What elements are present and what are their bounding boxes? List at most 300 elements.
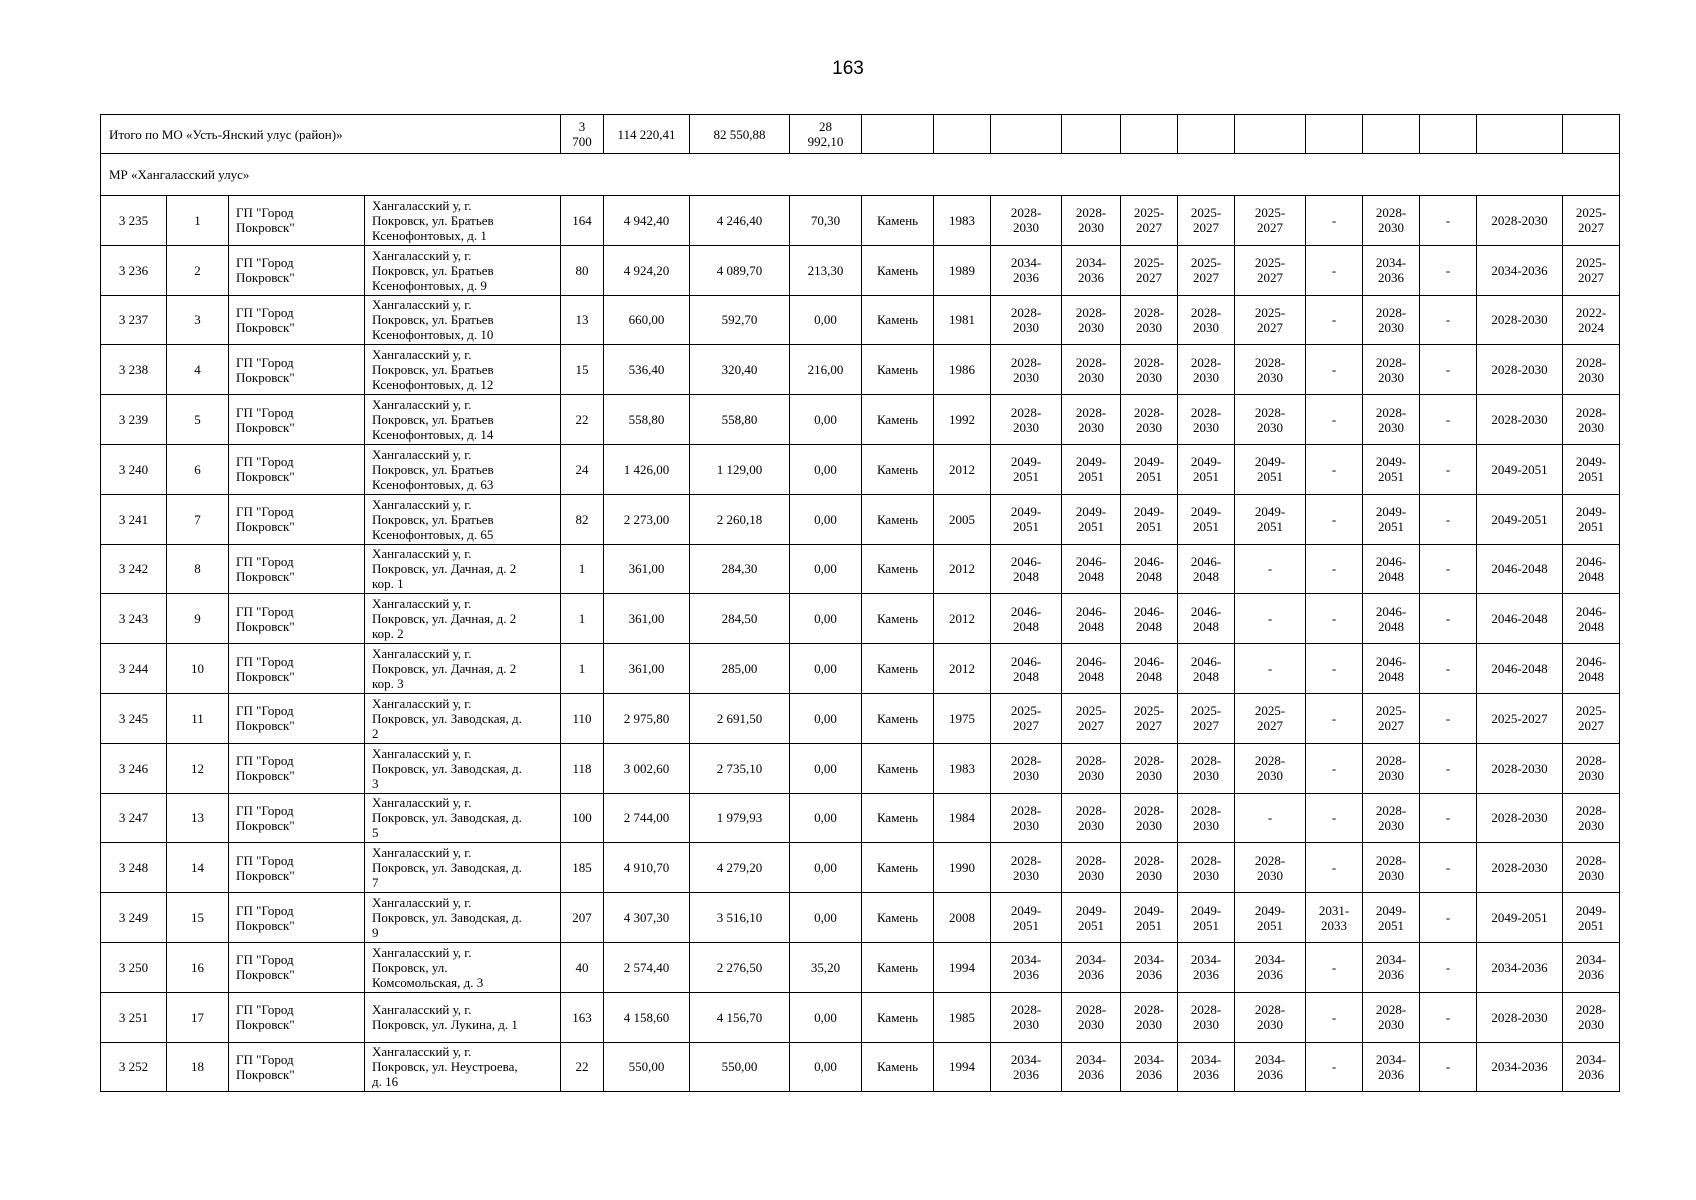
cell-term-6: - xyxy=(1306,345,1363,395)
cell-address: Хангаласский у, г. Покровск, ул. Братьев Ксенофонтовых, д. 12 xyxy=(365,345,561,395)
table-row xyxy=(101,295,1620,345)
cell-term-3: 2049- 2051 xyxy=(1121,494,1178,544)
cell-nonresidential-area: 0,00 xyxy=(790,544,862,594)
cell-term-10: 2025- 2027 xyxy=(1563,245,1620,295)
cell-address: Хангаласский у, г. Покровск, ул. Братьев Ксенофонтовых, д. 10 xyxy=(365,295,561,345)
cell-nonresidential-area: 0,00 xyxy=(790,395,862,445)
cell-term-6: - xyxy=(1306,444,1363,494)
cell-apartments: 13 xyxy=(561,295,604,345)
cell-term-9: 2028-2030 xyxy=(1477,992,1563,1042)
cell-apartments: 82 xyxy=(561,494,604,544)
cell-term-2: 2028- 2030 xyxy=(1062,395,1121,445)
cell-living-area: 4 246,40 xyxy=(690,196,790,246)
cell-row-index: 11 xyxy=(167,693,229,743)
cell-year-built: 1990 xyxy=(934,843,991,893)
cell-term-7: 2028- 2030 xyxy=(1363,992,1420,1042)
cell-term-10: 2049- 2051 xyxy=(1563,444,1620,494)
cell-wall-material: Камень xyxy=(862,295,934,345)
cell-nonresidential-area: 0,00 xyxy=(790,1042,862,1092)
cell-term-8: - xyxy=(1420,992,1477,1042)
cell-wall-material: Камень xyxy=(862,942,934,992)
cell-term-4: 2049- 2051 xyxy=(1178,893,1235,943)
cell-settlement: ГП "Город Покровск" xyxy=(229,693,365,743)
cell-term-5: 2028- 2030 xyxy=(1235,992,1306,1042)
cell-term-4: 2025- 2027 xyxy=(1178,693,1235,743)
cell-term-10: 2022- 2024 xyxy=(1563,295,1620,345)
cell-term-8: - xyxy=(1420,843,1477,893)
cell-living-area: 320,40 xyxy=(690,345,790,395)
cell-year-built: 1983 xyxy=(934,743,991,793)
table-row xyxy=(101,494,1620,544)
cell-settlement: ГП "Город Покровск" xyxy=(229,245,365,295)
cell-living-area: 2 735,10 xyxy=(690,743,790,793)
cell-term-8: - xyxy=(1420,544,1477,594)
total-label: Итого по МО «Усть-Янский улус (район)» xyxy=(101,115,561,154)
cell-term-9: 2049-2051 xyxy=(1477,893,1563,943)
cell-term-7: 2028- 2030 xyxy=(1363,743,1420,793)
cell-term-7: 2046- 2048 xyxy=(1363,594,1420,644)
cell-term-8: - xyxy=(1420,793,1477,843)
cell-term-9: 2028-2030 xyxy=(1477,793,1563,843)
cell-term-5: 2049- 2051 xyxy=(1235,444,1306,494)
cell-settlement: ГП "Город Покровск" xyxy=(229,1042,365,1092)
cell-settlement: ГП "Город Покровск" xyxy=(229,843,365,893)
cell-apartments: 24 xyxy=(561,444,604,494)
cell-term-10: 2046- 2048 xyxy=(1563,644,1620,694)
cell-term-6: - xyxy=(1306,395,1363,445)
cell-address: Хангаласский у, г. Покровск, ул. Братьев Ксенофонтовых, д. 1 xyxy=(365,196,561,246)
table-row xyxy=(101,743,1620,793)
cell-address: Хангаласский у, г. Покровск, ул. Комсомольская, д. 3 xyxy=(365,942,561,992)
cell-living-area: 285,00 xyxy=(690,644,790,694)
cell-term-3: 2046- 2048 xyxy=(1121,594,1178,644)
cell-term-5: - xyxy=(1235,544,1306,594)
cell-term-1: 2028- 2030 xyxy=(991,743,1062,793)
cell-term-8: - xyxy=(1420,444,1477,494)
cell-term-10: 2049- 2051 xyxy=(1563,893,1620,943)
cell-term-7: 2028- 2030 xyxy=(1363,345,1420,395)
cell-row-index: 7 xyxy=(167,494,229,544)
cell-wall-material: Камень xyxy=(862,494,934,544)
cell-address: Хангаласский у, г. Покровск, ул. Братьев Ксенофонтовых, д. 14 xyxy=(365,395,561,445)
cell-row-index: 4 xyxy=(167,345,229,395)
cell-living-area: 3 516,10 xyxy=(690,893,790,943)
cell-wall-material: Камень xyxy=(862,345,934,395)
cell-apartments: 1 xyxy=(561,544,604,594)
cell-term-6: - xyxy=(1306,992,1363,1042)
cell-term-1: 2034- 2036 xyxy=(991,1042,1062,1092)
cell-nonresidential-area: 35,20 xyxy=(790,942,862,992)
cell-total-area: 1 426,00 xyxy=(604,444,690,494)
cell-year-built: 2005 xyxy=(934,494,991,544)
cell-term-9: 2028-2030 xyxy=(1477,743,1563,793)
cell-term-1: 2046- 2048 xyxy=(991,594,1062,644)
cell-term-1: 2028- 2030 xyxy=(991,345,1062,395)
cell-record-number: 3 250 xyxy=(101,942,167,992)
cell-row-index: 8 xyxy=(167,544,229,594)
cell-term-7: 2034- 2036 xyxy=(1363,942,1420,992)
cell-term-1: 2046- 2048 xyxy=(991,644,1062,694)
cell-term-10: 2034- 2036 xyxy=(1563,1042,1620,1092)
cell-wall-material: Камень xyxy=(862,395,934,445)
cell-nonresidential-area: 0,00 xyxy=(790,743,862,793)
cell-nonresidential-area: 0,00 xyxy=(790,843,862,893)
cell-term-8: - xyxy=(1420,395,1477,445)
cell-term-6: - xyxy=(1306,743,1363,793)
cell-term-4: 2028- 2030 xyxy=(1178,793,1235,843)
cell-term-3: 2025- 2027 xyxy=(1121,693,1178,743)
cell-settlement: ГП "Город Покровск" xyxy=(229,196,365,246)
cell-nonresidential-area: 0,00 xyxy=(790,444,862,494)
cell-record-number: 3 252 xyxy=(101,1042,167,1092)
total-empty-cell xyxy=(991,115,1062,154)
cell-term-3: 2028- 2030 xyxy=(1121,295,1178,345)
cell-living-area: 2 276,50 xyxy=(690,942,790,992)
cell-term-5: 2025- 2027 xyxy=(1235,196,1306,246)
cell-term-2: 2034- 2036 xyxy=(1062,1042,1121,1092)
cell-term-4: 2046- 2048 xyxy=(1178,594,1235,644)
cell-wall-material: Камень xyxy=(862,1042,934,1092)
cell-term-3: 2046- 2048 xyxy=(1121,644,1178,694)
cell-term-3: 2034- 2036 xyxy=(1121,942,1178,992)
cell-term-8: - xyxy=(1420,693,1477,743)
cell-address: Хангаласский у, г. Покровск, ул. Братьев Ксенофонтовых, д. 65 xyxy=(365,494,561,544)
cell-term-1: 2049- 2051 xyxy=(991,444,1062,494)
table-row xyxy=(101,1042,1620,1092)
cell-nonresidential-area: 0,00 xyxy=(790,644,862,694)
cell-term-1: 2046- 2048 xyxy=(991,544,1062,594)
cell-term-4: 2034- 2036 xyxy=(1178,942,1235,992)
cell-year-built: 1994 xyxy=(934,942,991,992)
cell-term-7: 2046- 2048 xyxy=(1363,644,1420,694)
cell-term-5: 2034- 2036 xyxy=(1235,942,1306,992)
cell-year-built: 1985 xyxy=(934,992,991,1042)
total-empty-cell xyxy=(1563,115,1620,154)
cell-term-1: 2028- 2030 xyxy=(991,395,1062,445)
cell-term-5: 2049- 2051 xyxy=(1235,893,1306,943)
cell-term-8: - xyxy=(1420,594,1477,644)
total-col-6: 114 220,41 xyxy=(604,115,690,154)
cell-nonresidential-area: 0,00 xyxy=(790,594,862,644)
total-empty-cell xyxy=(1062,115,1121,154)
cell-address: Хангаласский у, г. Покровск, ул. Заводская, д. 3 xyxy=(365,743,561,793)
cell-living-area: 558,80 xyxy=(690,395,790,445)
section-label: МР «Хангаласский улус» xyxy=(101,154,1620,196)
cell-settlement: ГП "Город Покровск" xyxy=(229,544,365,594)
cell-term-10: 2049- 2051 xyxy=(1563,494,1620,544)
cell-apartments: 15 xyxy=(561,345,604,395)
cell-settlement: ГП "Город Покровск" xyxy=(229,444,365,494)
cell-term-6: - xyxy=(1306,594,1363,644)
cell-term-3: 2049- 2051 xyxy=(1121,444,1178,494)
cell-term-8: - xyxy=(1420,644,1477,694)
cell-record-number: 3 249 xyxy=(101,893,167,943)
cell-term-7: 2028- 2030 xyxy=(1363,196,1420,246)
cell-wall-material: Камень xyxy=(862,444,934,494)
cell-wall-material: Камень xyxy=(862,992,934,1042)
cell-record-number: 3 242 xyxy=(101,544,167,594)
cell-wall-material: Камень xyxy=(862,196,934,246)
cell-settlement: ГП "Город Покровск" xyxy=(229,345,365,395)
cell-term-8: - xyxy=(1420,245,1477,295)
cell-term-3: 2028- 2030 xyxy=(1121,992,1178,1042)
cell-term-4: 2028- 2030 xyxy=(1178,395,1235,445)
cell-term-6: - xyxy=(1306,494,1363,544)
cell-term-5: 2028- 2030 xyxy=(1235,743,1306,793)
cell-total-area: 2 273,00 xyxy=(604,494,690,544)
cell-record-number: 3 237 xyxy=(101,295,167,345)
cell-row-index: 15 xyxy=(167,893,229,943)
cell-term-3: 2034- 2036 xyxy=(1121,1042,1178,1092)
cell-total-area: 4 307,30 xyxy=(604,893,690,943)
cell-term-3: 2025- 2027 xyxy=(1121,196,1178,246)
cell-term-5: - xyxy=(1235,594,1306,644)
cell-settlement: ГП "Город Покровск" xyxy=(229,743,365,793)
cell-term-7: 2049- 2051 xyxy=(1363,444,1420,494)
table-row xyxy=(101,893,1620,943)
cell-apartments: 40 xyxy=(561,942,604,992)
cell-wall-material: Камень xyxy=(862,693,934,743)
table-row xyxy=(101,196,1620,246)
total-empty-cell xyxy=(1420,115,1477,154)
cell-term-2: 2028- 2030 xyxy=(1062,743,1121,793)
cell-term-1: 2028- 2030 xyxy=(991,196,1062,246)
cell-row-index: 10 xyxy=(167,644,229,694)
cell-address: Хангаласский у, г. Покровск, ул. Заводская, д. 5 xyxy=(365,793,561,843)
table-row xyxy=(101,395,1620,445)
cell-settlement: ГП "Город Покровск" xyxy=(229,793,365,843)
cell-wall-material: Камень xyxy=(862,743,934,793)
cell-row-index: 3 xyxy=(167,295,229,345)
cell-apartments: 1 xyxy=(561,594,604,644)
cell-term-1: 2025- 2027 xyxy=(991,693,1062,743)
cell-record-number: 3 243 xyxy=(101,594,167,644)
cell-record-number: 3 246 xyxy=(101,743,167,793)
cell-wall-material: Камень xyxy=(862,644,934,694)
cell-living-area: 1 129,00 xyxy=(690,444,790,494)
total-row xyxy=(101,115,1620,154)
cell-term-10: 2028- 2030 xyxy=(1563,992,1620,1042)
cell-nonresidential-area: 70,30 xyxy=(790,196,862,246)
cell-row-index: 18 xyxy=(167,1042,229,1092)
cell-total-area: 3 002,60 xyxy=(604,743,690,793)
cell-year-built: 1992 xyxy=(934,395,991,445)
cell-term-10: 2025- 2027 xyxy=(1563,693,1620,743)
cell-term-2: 2049- 2051 xyxy=(1062,893,1121,943)
cell-row-index: 6 xyxy=(167,444,229,494)
cell-apartments: 164 xyxy=(561,196,604,246)
cell-term-6: - xyxy=(1306,196,1363,246)
cell-term-9: 2034-2036 xyxy=(1477,1042,1563,1092)
cell-year-built: 2012 xyxy=(934,644,991,694)
cell-term-4: 2049- 2051 xyxy=(1178,444,1235,494)
cell-total-area: 361,00 xyxy=(604,644,690,694)
table-row xyxy=(101,245,1620,295)
cell-term-1: 2049- 2051 xyxy=(991,893,1062,943)
cell-record-number: 3 251 xyxy=(101,992,167,1042)
cell-record-number: 3 247 xyxy=(101,793,167,843)
cell-term-9: 2028-2030 xyxy=(1477,345,1563,395)
cell-settlement: ГП "Город Покровск" xyxy=(229,942,365,992)
cell-apartments: 1 xyxy=(561,644,604,694)
cell-row-index: 17 xyxy=(167,992,229,1042)
cell-record-number: 3 235 xyxy=(101,196,167,246)
table-row xyxy=(101,693,1620,743)
cell-total-area: 4 924,20 xyxy=(604,245,690,295)
cell-nonresidential-area: 216,00 xyxy=(790,345,862,395)
cell-apartments: 185 xyxy=(561,843,604,893)
cell-term-10: 2028- 2030 xyxy=(1563,345,1620,395)
total-col-8: 28 992,10 xyxy=(790,115,862,154)
total-col-7: 82 550,88 xyxy=(690,115,790,154)
cell-living-area: 4 279,20 xyxy=(690,843,790,893)
cell-term-7: 2049- 2051 xyxy=(1363,494,1420,544)
cell-total-area: 4 158,60 xyxy=(604,992,690,1042)
cell-nonresidential-area: 0,00 xyxy=(790,295,862,345)
cell-row-index: 9 xyxy=(167,594,229,644)
cell-apartments: 110 xyxy=(561,693,604,743)
cell-record-number: 3 239 xyxy=(101,395,167,445)
cell-settlement: ГП "Город Покровск" xyxy=(229,395,365,445)
table-row xyxy=(101,644,1620,694)
cell-term-10: 2046- 2048 xyxy=(1563,544,1620,594)
cell-term-1: 2049- 2051 xyxy=(991,494,1062,544)
cell-record-number: 3 238 xyxy=(101,345,167,395)
cell-address: Хангаласский у, г. Покровск, ул. Дачная, д. 2 кор. 3 xyxy=(365,644,561,694)
cell-term-2: 2049- 2051 xyxy=(1062,444,1121,494)
cell-term-4: 2046- 2048 xyxy=(1178,544,1235,594)
cell-term-3: 2028- 2030 xyxy=(1121,843,1178,893)
cell-term-4: 2046- 2048 xyxy=(1178,644,1235,694)
total-empty-cell xyxy=(1363,115,1420,154)
cell-total-area: 2 574,40 xyxy=(604,942,690,992)
cell-term-4: 2028- 2030 xyxy=(1178,743,1235,793)
cell-record-number: 3 241 xyxy=(101,494,167,544)
cell-term-9: 2028-2030 xyxy=(1477,395,1563,445)
cell-apartments: 22 xyxy=(561,1042,604,1092)
cell-living-area: 592,70 xyxy=(690,295,790,345)
cell-total-area: 4 942,40 xyxy=(604,196,690,246)
cell-term-3: 2028- 2030 xyxy=(1121,793,1178,843)
table-row xyxy=(101,843,1620,893)
cell-term-5: 2028- 2030 xyxy=(1235,843,1306,893)
cell-term-3: 2025- 2027 xyxy=(1121,245,1178,295)
cell-term-5: 2025- 2027 xyxy=(1235,295,1306,345)
cell-term-10: 2028- 2030 xyxy=(1563,395,1620,445)
cell-term-5: - xyxy=(1235,644,1306,694)
cell-year-built: 2012 xyxy=(934,544,991,594)
cell-term-7: 2046- 2048 xyxy=(1363,544,1420,594)
cell-term-5: 2049- 2051 xyxy=(1235,494,1306,544)
total-empty-cell xyxy=(1306,115,1363,154)
cell-term-10: 2046- 2048 xyxy=(1563,594,1620,644)
cell-term-6: - xyxy=(1306,544,1363,594)
cell-term-4: 2028- 2030 xyxy=(1178,345,1235,395)
cell-term-6: - xyxy=(1306,644,1363,694)
cell-total-area: 660,00 xyxy=(604,295,690,345)
cell-term-6: - xyxy=(1306,693,1363,743)
cell-term-9: 2028-2030 xyxy=(1477,843,1563,893)
table-row xyxy=(101,544,1620,594)
cell-term-10: 2028- 2030 xyxy=(1563,793,1620,843)
cell-term-9: 2028-2030 xyxy=(1477,196,1563,246)
cell-term-1: 2034- 2036 xyxy=(991,245,1062,295)
cell-nonresidential-area: 213,30 xyxy=(790,245,862,295)
cell-year-built: 1994 xyxy=(934,1042,991,1092)
cell-apartments: 22 xyxy=(561,395,604,445)
cell-term-8: - xyxy=(1420,1042,1477,1092)
cell-year-built: 2012 xyxy=(934,594,991,644)
cell-term-7: 2028- 2030 xyxy=(1363,295,1420,345)
total-empty-cell xyxy=(1178,115,1235,154)
cell-term-2: 2046- 2048 xyxy=(1062,644,1121,694)
cell-total-area: 558,80 xyxy=(604,395,690,445)
cell-record-number: 3 240 xyxy=(101,444,167,494)
cell-term-3: 2049- 2051 xyxy=(1121,893,1178,943)
cell-record-number: 3 236 xyxy=(101,245,167,295)
cell-wall-material: Камень xyxy=(862,793,934,843)
total-empty-cell xyxy=(1477,115,1563,154)
cell-row-index: 13 xyxy=(167,793,229,843)
cell-term-10: 2028- 2030 xyxy=(1563,843,1620,893)
cell-term-9: 2046-2048 xyxy=(1477,644,1563,694)
cell-term-10: 2034- 2036 xyxy=(1563,942,1620,992)
cell-term-5: 2028- 2030 xyxy=(1235,395,1306,445)
cell-term-1: 2028- 2030 xyxy=(991,843,1062,893)
cell-wall-material: Камень xyxy=(862,544,934,594)
cell-total-area: 2 975,80 xyxy=(604,693,690,743)
cell-term-9: 2025-2027 xyxy=(1477,693,1563,743)
cell-address: Хангаласский у, г. Покровск, ул. Братьев Ксенофонтовых, д. 9 xyxy=(365,245,561,295)
cell-row-index: 14 xyxy=(167,843,229,893)
cell-term-5: 2028- 2030 xyxy=(1235,345,1306,395)
cell-row-index: 12 xyxy=(167,743,229,793)
cell-term-6: 2031- 2033 xyxy=(1306,893,1363,943)
cell-wall-material: Камень xyxy=(862,893,934,943)
cell-term-6: - xyxy=(1306,245,1363,295)
cell-settlement: ГП "Город Покровск" xyxy=(229,644,365,694)
cell-address: Хангаласский у, г. Покровск, ул. Лукина, д. 1 xyxy=(365,992,561,1042)
cell-living-area: 1 979,93 xyxy=(690,793,790,843)
cell-wall-material: Камень xyxy=(862,594,934,644)
cell-term-4: 2049- 2051 xyxy=(1178,494,1235,544)
cell-total-area: 361,00 xyxy=(604,594,690,644)
cell-apartments: 163 xyxy=(561,992,604,1042)
cell-living-area: 284,30 xyxy=(690,544,790,594)
total-col-5: 3 700 xyxy=(561,115,604,154)
cell-address: Хангаласский у, г. Покровск, ул. Неустроева, д. 16 xyxy=(365,1042,561,1092)
cell-term-9: 2028-2030 xyxy=(1477,295,1563,345)
total-empty-cell xyxy=(862,115,934,154)
cell-term-10: 2025- 2027 xyxy=(1563,196,1620,246)
cell-term-2: 2025- 2027 xyxy=(1062,693,1121,743)
cell-term-2: 2028- 2030 xyxy=(1062,345,1121,395)
cell-term-8: - xyxy=(1420,295,1477,345)
cell-term-8: - xyxy=(1420,196,1477,246)
cell-year-built: 1984 xyxy=(934,793,991,843)
cell-address: Хангаласский у, г. Покровск, ул. Заводская, д. 7 xyxy=(365,843,561,893)
page-number: 163 xyxy=(832,58,864,79)
cell-term-6: - xyxy=(1306,942,1363,992)
cell-term-2: 2028- 2030 xyxy=(1062,295,1121,345)
cell-term-4: 2025- 2027 xyxy=(1178,245,1235,295)
cell-term-10: 2028- 2030 xyxy=(1563,743,1620,793)
total-empty-cell xyxy=(1235,115,1306,154)
cell-year-built: 2012 xyxy=(934,444,991,494)
cell-nonresidential-area: 0,00 xyxy=(790,893,862,943)
cell-nonresidential-area: 0,00 xyxy=(790,793,862,843)
cell-term-2: 2028- 2030 xyxy=(1062,793,1121,843)
